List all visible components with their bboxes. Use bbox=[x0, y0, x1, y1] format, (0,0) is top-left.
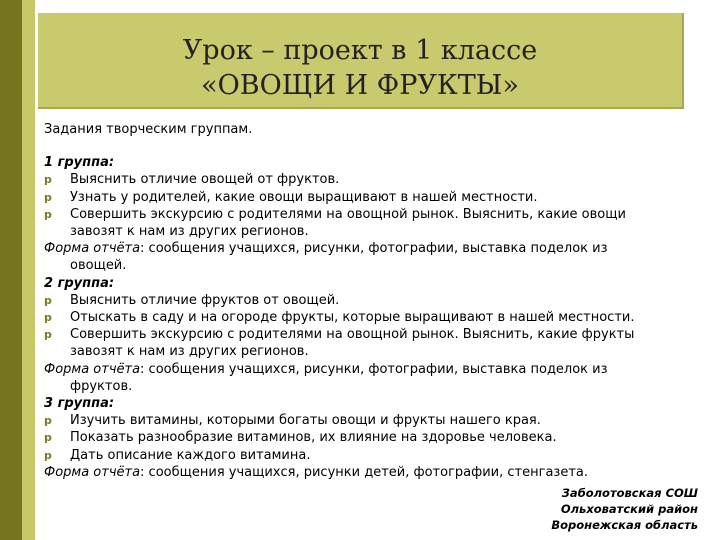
list-item-text: Выяснить отличие фруктов от овощей. bbox=[70, 292, 340, 308]
report-form bbox=[44, 240, 684, 257]
group-1-label: 1 группа: bbox=[44, 155, 115, 171]
list-item-text: Узнать у родителей, какие овощи выращивают в нашей местности. bbox=[70, 189, 538, 205]
school-signature bbox=[551, 485, 698, 533]
section-heading: Задания творческим группам. bbox=[44, 122, 253, 137]
list-item-text: Дать описание каждого витамина. bbox=[70, 447, 311, 463]
report-form bbox=[44, 361, 684, 378]
left-accent-bar bbox=[0, 0, 22, 540]
report-form-label: Форма отчёта bbox=[44, 241, 141, 257]
list-item bbox=[44, 429, 684, 446]
list-item bbox=[44, 412, 684, 429]
bullet-icon: p bbox=[44, 207, 52, 221]
group-3-label: 3 группа: bbox=[44, 396, 115, 412]
title-line-1: Урок – проект в 1 классе bbox=[182, 35, 538, 66]
report-form bbox=[44, 464, 684, 481]
left-accent-stripe bbox=[22, 0, 35, 540]
list-item-continuation: завозят к нам из других регионов. bbox=[70, 224, 309, 240]
list-item bbox=[44, 447, 684, 464]
bullet-icon: p bbox=[44, 173, 52, 187]
bullet-icon: p bbox=[44, 448, 52, 462]
list-item bbox=[44, 309, 684, 326]
report-form-label: Форма отчёта bbox=[44, 361, 141, 377]
bullet-icon: p bbox=[44, 414, 52, 428]
list-item-text: Совершить экскурсию с родителями на овощной рынок. Выяснить, какие фрукты bbox=[70, 327, 635, 343]
bullet-icon: p bbox=[44, 328, 52, 342]
region-name: Воронежская область bbox=[551, 518, 698, 532]
group-2-label: 2 группа: bbox=[44, 275, 115, 291]
list-item bbox=[44, 171, 684, 188]
report-form-text: : сообщения учащихся, рисунки, фотографии, выставка поделок из bbox=[140, 241, 608, 257]
bullet-icon: p bbox=[44, 311, 52, 325]
list-item bbox=[44, 206, 684, 223]
bullet-icon: p bbox=[44, 190, 52, 204]
report-form-text: : сообщения учащихся, рисунки детей, фотографии, стенгазета. bbox=[140, 464, 588, 480]
list-item bbox=[44, 292, 684, 309]
list-item-text: Отыскать в саду и на огороде фрукты, которые выращивают в нашей местности. bbox=[70, 310, 635, 326]
bullet-icon: p bbox=[44, 431, 52, 445]
task-list bbox=[44, 121, 684, 481]
report-form-label: Форма отчёта bbox=[44, 464, 141, 480]
list-item-text: Показать разнообразие витаминов, их влияние на здоровье человека. bbox=[70, 430, 557, 446]
report-form-text: : сообщения учащихся, рисунки, фотографии, выставка поделок из bbox=[140, 361, 608, 377]
list-item bbox=[44, 326, 684, 343]
report-form-continuation: овощей. bbox=[70, 258, 127, 274]
title-banner bbox=[38, 13, 684, 109]
school-name: Заболотовская СОШ bbox=[561, 486, 698, 500]
district-name: Ольховатский район bbox=[560, 502, 698, 516]
list-item-text: Совершить экскурсию с родителями на овощной рынок. Выяснить, какие овощи bbox=[70, 206, 626, 222]
title-line-2: «ОВОЩИ И ФРУКТЫ» bbox=[201, 70, 519, 101]
list-item-text: Изучить витамины, которыми богаты овощи и фрукты нашего края. bbox=[70, 413, 541, 429]
list-item-continuation: завозят к нам из других регионов. bbox=[70, 344, 309, 360]
list-item-text: Выяснить отличие овощей от фруктов. bbox=[70, 172, 340, 188]
report-form-continuation: фруктов. bbox=[70, 378, 133, 394]
list-item bbox=[44, 189, 684, 206]
bullet-icon: p bbox=[44, 293, 52, 307]
